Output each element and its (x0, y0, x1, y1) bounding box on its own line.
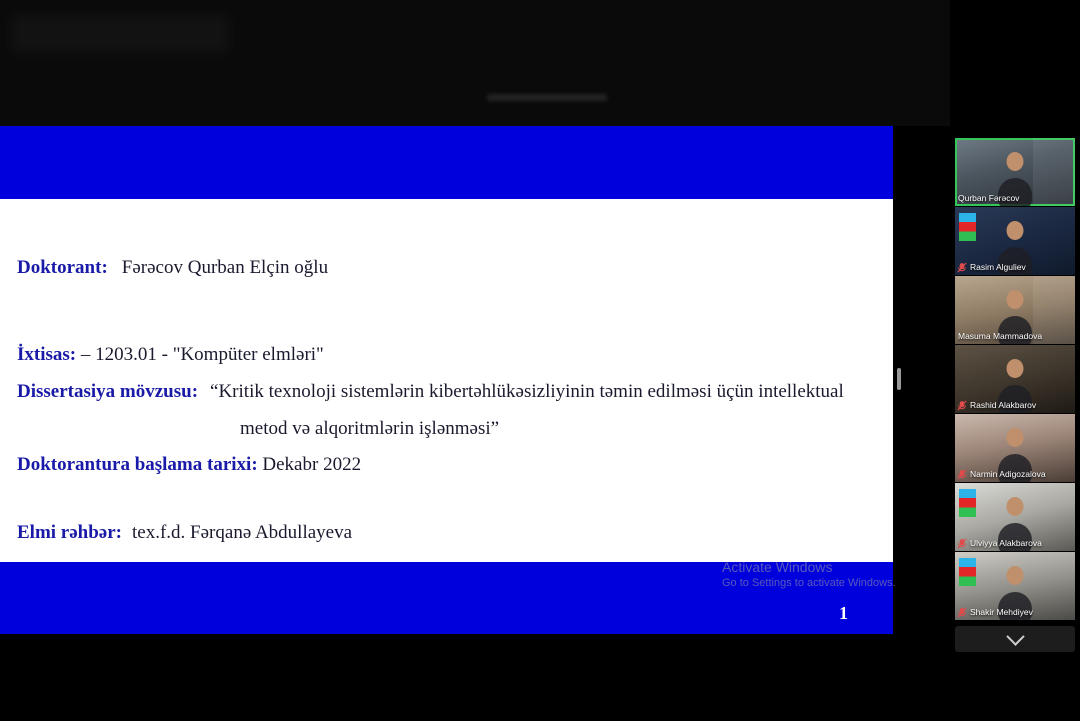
person-head (1007, 428, 1024, 447)
slide-row-label: Elmi rəhbər: (17, 522, 123, 543)
slide-row-value: tex.f.d. Fərqanə Abdullayeva (132, 522, 353, 543)
participant-name: Narmin Adigozalova (970, 469, 1046, 479)
participant-tile[interactable] (955, 552, 1075, 620)
person-head (1007, 290, 1024, 309)
participant-tile[interactable] (955, 414, 1075, 482)
participant-tile[interactable] (955, 276, 1075, 344)
slide-row-label: Doktorant: (17, 257, 108, 278)
slide-row-elmi-rehber (17, 522, 352, 544)
person-head (1007, 359, 1024, 378)
slide-row-ixtisas (17, 344, 324, 366)
person-head (1007, 221, 1024, 240)
screen-artifact (10, 14, 230, 54)
slide-row-value: Fərəcov Qurban Elçin oğlu (121, 257, 329, 278)
slide-content (0, 199, 893, 562)
participant-tile[interactable] (955, 345, 1075, 413)
screen-top-bezel (0, 0, 950, 126)
activate-windows-watermark (722, 558, 896, 591)
participant-name: Rashid Alakbarov (970, 400, 1037, 410)
slide-row-value: Dekabr 2022 (262, 454, 362, 475)
participant-name: Shakir Mehdiyev (970, 607, 1033, 617)
participants-filmstrip[interactable] (950, 0, 1080, 721)
participant-tile[interactable] (955, 138, 1075, 206)
slide-page-number: 1 (839, 603, 848, 623)
participant-name: Masuma Mammadova (958, 331, 1043, 341)
participant-tile[interactable] (955, 483, 1075, 551)
flag-icon (959, 558, 976, 586)
slide-row-value: – 1203.01 - "Kompüter elmləri" (80, 344, 324, 365)
slide-row-dissertasiya-cont: metod və alqoritmlərin işlənməsi” (240, 418, 500, 439)
participant-name: Qurban Fərəcov (958, 193, 1020, 203)
slide-row-label: Doktorantura başlama tarixi: (17, 454, 258, 475)
slide-row-doktorant (17, 257, 328, 279)
share-scrollbar-thumb[interactable] (897, 368, 901, 390)
expand-participants-button[interactable] (955, 626, 1075, 652)
flag-icon (959, 489, 976, 517)
participant-name: Ulviyya Alakbarova (970, 538, 1042, 548)
person-head (1007, 497, 1024, 516)
participant-tile[interactable] (955, 207, 1075, 275)
person-head (1007, 566, 1024, 585)
slide-row-value: “Kritik texnoloji sistemlərin kibertəhlükəsizliyinin təmin edilməsi üçün intellektual (210, 381, 844, 402)
participant-name: Rasim Alguliev (970, 262, 1026, 272)
slide-row-dissertasiya (17, 381, 844, 403)
slide-row-baslama-tarixi (17, 454, 361, 476)
watermark-subtitle: Go to Settings to activate Windows. (722, 577, 896, 589)
slide-row-label: İxtisas: (17, 344, 77, 365)
screen-artifact-secondary (487, 94, 607, 101)
slide-row-label: Dissertasiya mövzusu: (17, 381, 199, 402)
person-head (1007, 152, 1024, 171)
flag-icon (959, 213, 976, 241)
chevron-down-icon (1006, 627, 1024, 645)
slide-top-band (0, 126, 893, 199)
watermark-title: Activate Windows (722, 559, 833, 575)
